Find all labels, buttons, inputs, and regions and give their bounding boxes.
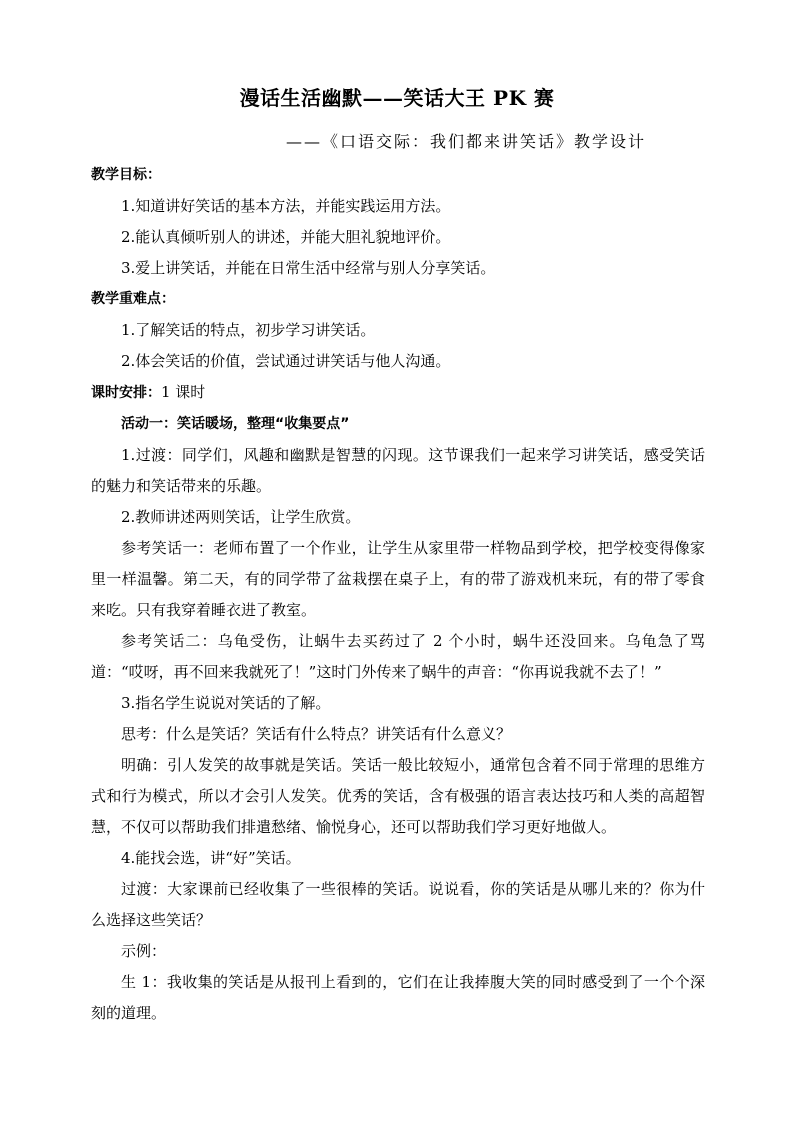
schedule-line <box>91 377 705 409</box>
goal-item: 3.爱上讲笑话，并能在日常生活中经常与别人分享笑话。 <box>121 259 496 277</box>
document-body <box>91 160 705 1029</box>
activity1-paragraph: 示例： <box>121 942 167 960</box>
goals-heading: 教学目标： <box>91 167 161 183</box>
activity1-paragraph: 生 1：我收集的笑话是从报刊上看到的，它们在让我捧腹大笑的同时感受到了一个个深刻的道理。 <box>91 973 705 1022</box>
key-point-item: 2.体会笑话的价值，尝试通过讲笑话与他人沟通。 <box>121 352 451 370</box>
activity1-paragraph: 过渡：大家课前已经收集了一些很棒的笑话。说说看，你的笑话是从哪儿来的？你为什么选择这些笑话？ <box>91 880 705 929</box>
goal-item: 1.知道讲好笑话的基本方法，并能实践运用方法。 <box>121 197 451 215</box>
activity1-paragraph: 2.教师讲述两则笑话，让学生欣赏。 <box>121 508 361 526</box>
key-points-heading: 教学重难点： <box>91 291 175 307</box>
activity1-paragraph: 1.过渡：同学们，风趣和幽默是智慧的闪现。这节课我们一起来学习讲笑话，感受笑话的魅力和笑话带来的乐趣。 <box>91 446 705 495</box>
activity1-paragraph: 参考笑话一：老师布置了一个作业，让学生从家里带一样物品到学校，把学校变得像家里一样温馨。第二天，有的同学带了盆栽摆在桌子上，有的带了游戏机来玩，有的带了零食来吃。只有我穿着睡衣进了教室。 <box>91 539 705 619</box>
key-point-item: 1.了解笑话的特点，初步学习讲笑话。 <box>121 321 376 339</box>
goal-item: 2.能认真倾听别人的讲述，并能大胆礼貌地评价。 <box>121 228 451 246</box>
activity1-paragraph: 参考笑话二：乌龟受伤，让蜗牛去买药过了 2 个小时，蜗牛还没回来。乌龟急了骂道：“哎呀，再不回来我就死了！”这时门外传来了蜗牛的声音：“你再说我就不去了！” <box>91 632 705 681</box>
activity1-paragraph: 明确：引人发笑的故事就是笑话。笑话一般比较短小，通常包含着不同于常理的思维方式和行为模式，所以才会引人发笑。优秀的笑话，含有极强的语言表达技巧和人类的高超智慧，不仅可以帮助我们排遣愁绪、愉悦身心，还可以帮助我们学习更好地做人。 <box>91 756 705 836</box>
activity1-paragraph: 思考：什么是笑话？笑话有什么特点？讲笑话有什么意义？ <box>121 725 512 743</box>
activity1-paragraph: 4.能找会选，讲“好”笑话。 <box>121 849 301 867</box>
schedule-value: 1 课时 <box>161 383 206 401</box>
document-subtitle: ——《口语交际：我们都来讲笑话》教学设计 <box>286 132 647 151</box>
schedule-label: 课时安排： <box>91 385 161 401</box>
activity1-paragraph: 3.指名学生说说对笑话的了解。 <box>121 694 331 712</box>
document-title: 漫话生活幽默——笑话大王 PK 赛 <box>239 86 555 110</box>
activity1-heading: 活动一：笑话暖场，整理“收集要点” <box>121 416 350 432</box>
